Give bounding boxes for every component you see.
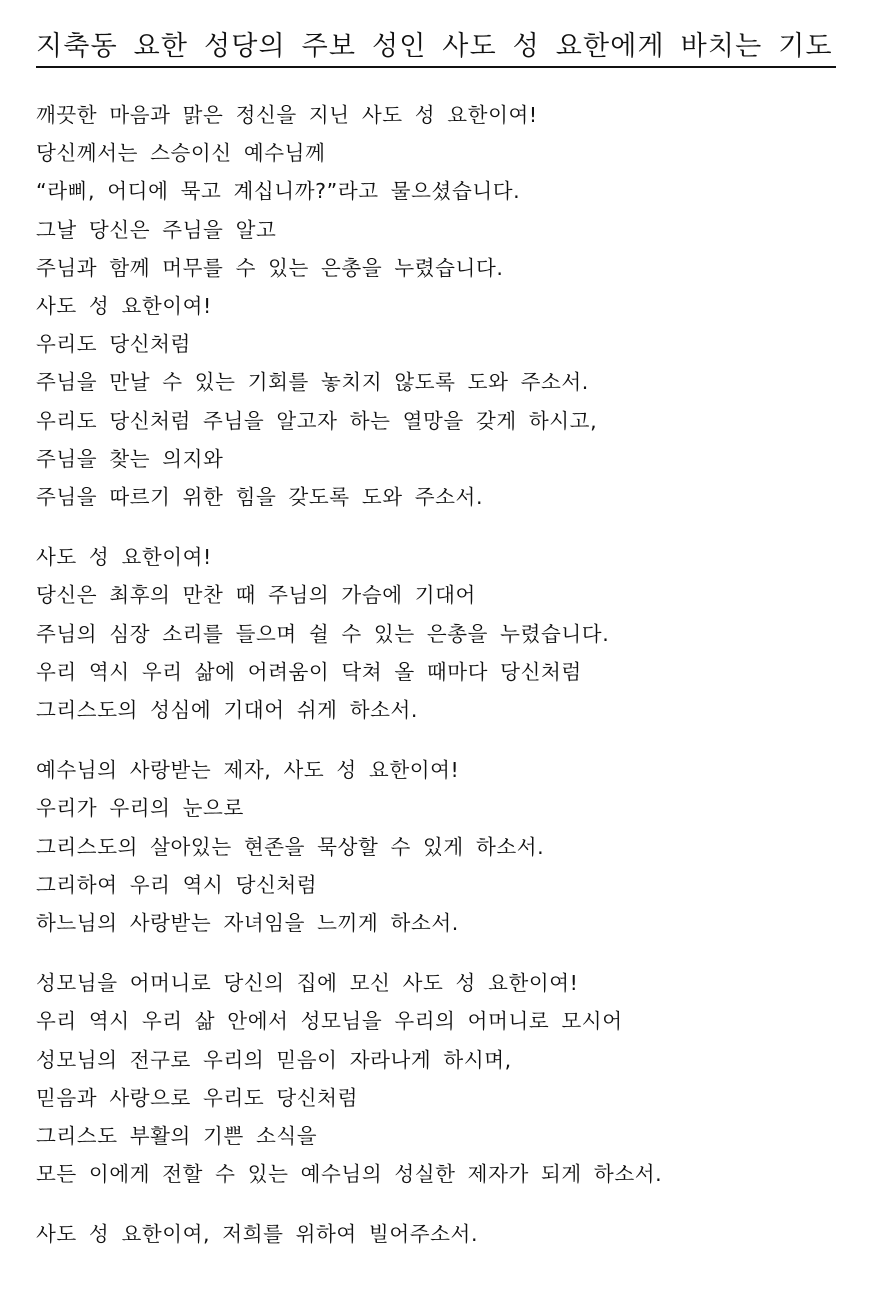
stanza-2 — [36, 538, 866, 729]
prayer-line: 그날 당신은 주님을 알고 — [36, 217, 277, 242]
prayer-line: 주님의 심장 소리를 들으며 쉴 수 있는 은총을 누렸습니다. — [36, 621, 610, 646]
stanza-3 — [36, 751, 866, 942]
prayer-line: 당신은 최후의 만찬 때 주님의 가슴에 기대어 — [36, 583, 476, 608]
closing-line: 사도 성 요한이여, 저희를 위하여 빌어주소서. — [36, 1222, 479, 1247]
prayer-line: 그리스도의 살아있는 현존을 묵상할 수 있게 하소서. — [36, 834, 545, 859]
prayer-line: 성모님의 전구로 우리의 믿음이 자라나게 하시며, — [36, 1047, 512, 1072]
prayer-line: 우리도 당신처럼 — [36, 332, 191, 357]
stanza-4 — [36, 964, 866, 1193]
prayer-line: 그리스도 부활의 기쁜 소식을 — [36, 1124, 318, 1149]
prayer-line: 우리 역시 우리 삶에 어려움이 닥쳐 올 때마다 당신처럼 — [36, 659, 582, 684]
prayer-line: 사도 성 요한이여! — [36, 294, 212, 319]
prayer-line: 우리 역시 우리 삶 안에서 성모님을 우리의 어머니로 모시어 — [36, 1009, 623, 1034]
prayer-line: 모든 이에게 전할 수 있는 예수님의 성실한 제자가 되게 하소서. — [36, 1162, 663, 1187]
prayer-line: 하느님의 사랑받는 자녀임을 느끼게 하소서. — [36, 911, 459, 936]
prayer-line: 우리도 당신처럼 주님을 알고자 하는 열망을 갖게 하시고, — [36, 408, 598, 433]
prayer-body — [36, 96, 866, 1276]
prayer-line: 그리스도의 성심에 기대어 쉬게 하소서. — [36, 698, 419, 723]
prayer-line: 그리하여 우리 역시 당신처럼 — [36, 872, 318, 897]
document-title: 지축동 요한 성당의 주보 성인 사도 성 요한에게 바치는 기도 — [36, 28, 836, 68]
prayer-line: 당신께서는 스승이신 예수님께 — [36, 141, 326, 166]
stanza-5 — [36, 1215, 866, 1253]
prayer-line: 믿음과 사랑으로 우리도 당신처럼 — [36, 1085, 358, 1110]
prayer-line: “라삐, 어디에 묵고 계십니까?”라고 물으셨습니다. — [36, 179, 521, 204]
prayer-line: 주님을 찾는 의지와 — [36, 446, 224, 471]
prayer-line: 주님을 만날 수 있는 기회를 놓치지 않도록 도와 주소서. — [36, 370, 589, 395]
prayer-line: 사도 성 요한이여! — [36, 545, 212, 570]
prayer-line: 우리가 우리의 눈으로 — [36, 796, 244, 821]
prayer-line: 주님을 따르기 위한 힘을 갖도록 도와 주소서. — [36, 485, 484, 510]
prayer-line: 예수님의 사랑받는 제자, 사도 성 요한이여! — [36, 758, 460, 783]
stanza-1 — [36, 96, 866, 516]
prayer-line: 주님과 함께 머무를 수 있는 은총을 누렸습니다. — [36, 255, 504, 280]
prayer-line: 성모님을 어머니로 당신의 집에 모신 사도 성 요한이여! — [36, 971, 579, 996]
prayer-line: 깨끗한 마음과 맑은 정신을 지닌 사도 성 요한이여! — [36, 103, 538, 127]
